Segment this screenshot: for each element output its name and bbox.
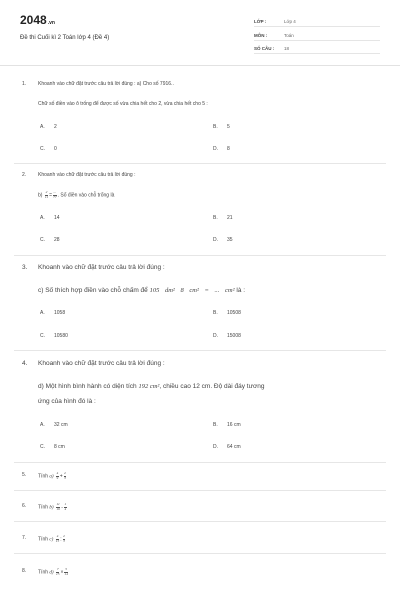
question-text: Khoanh vào chữ đặt trước câu trả lời đúng : (38, 172, 136, 178)
meta-value: 18 (284, 46, 290, 51)
option-b[interactable] (213, 310, 241, 316)
fraction: $\frac{2}{11}$ (44, 190, 49, 199)
option-letter: C. (40, 444, 45, 450)
sub-prefix: c) Số thích hợp điền vào chỗ chấm để (38, 287, 148, 294)
question-text: Khoanh vào chữ đặt trước câu trả lời đúng : a) Cho số 7916.. (38, 81, 174, 87)
question-number: 4. (22, 360, 28, 367)
option-b[interactable] (213, 124, 230, 130)
option-letter: A. (40, 215, 45, 221)
option-value: 32 cm (54, 422, 68, 428)
question-number: 2. (22, 172, 27, 178)
question-number: 8. (22, 568, 27, 574)
fraction: $\frac{7}{15}$ (55, 567, 60, 576)
option-b[interactable] (213, 215, 233, 221)
meta-label: SỐ CÂU : (254, 46, 275, 51)
option-letter: B. (213, 310, 218, 316)
option-d[interactable] (213, 237, 233, 243)
fraction: $\frac{2}{3}$ (64, 471, 66, 480)
option-c[interactable] (40, 333, 68, 339)
option-value: 2 (54, 124, 57, 130)
sub-rest: . Số điền vào chỗ trống là (57, 192, 115, 199)
fraction: $\frac{...}{77}$ (53, 190, 57, 199)
sub-prefix: b) (38, 192, 43, 199)
logo-suffix: .vn (47, 20, 55, 26)
question-number: 7. (22, 535, 27, 541)
sub-rest: là : (236, 287, 246, 294)
meta-value: Toán (284, 33, 294, 38)
divider (14, 255, 386, 256)
math-expression: 192 cm² (138, 383, 160, 390)
question-text: Tính d) $\frac{7}{15}$ × $\frac{5}{14}$ (38, 567, 68, 576)
divider (14, 462, 386, 463)
option-letter: D. (213, 146, 218, 152)
option-letter: B. (213, 124, 218, 130)
option-letter: A. (40, 422, 45, 428)
question-text: Khoanh vào chữ đặt trước câu trả lời đúng : (38, 360, 165, 367)
option-value: 5 (227, 124, 230, 130)
option-letter: C. (40, 146, 45, 152)
option-letter: C. (40, 333, 45, 339)
fraction: $\frac{1}{4}$ (64, 502, 67, 511)
question-text: Tính a) $\frac{4}{9}$ + $\frac{2}{3}$ (38, 471, 66, 480)
divider (14, 553, 386, 554)
fraction: $\frac{2}{3}$ (63, 534, 65, 543)
question-text: Tính b) $\frac{11}{16}$ - $\frac{1}{4}$ (38, 502, 67, 511)
divider (14, 163, 386, 164)
meta-row-count (254, 44, 380, 54)
option-value: 64 cm (227, 444, 241, 450)
exam-header (0, 0, 400, 66)
fraction: $\frac{4}{9}$ (56, 471, 59, 480)
option-c[interactable] (40, 237, 60, 243)
option-d[interactable] (213, 146, 230, 152)
option-b[interactable] (213, 422, 241, 428)
meta-value: Lớp 4 (284, 19, 296, 24)
option-d[interactable] (213, 444, 241, 450)
option-letter: D. (213, 333, 218, 339)
divider (14, 350, 386, 351)
site-logo[interactable] (20, 13, 55, 27)
option-a[interactable] (40, 310, 65, 316)
meta-row-subject (254, 31, 380, 41)
option-value: 1058 (54, 310, 66, 316)
option-value: 14 (54, 215, 60, 221)
option-letter: B. (213, 215, 218, 221)
option-value: 10580 (54, 333, 68, 339)
sub-rest: , chiều cao 12 cm. Độ dài đáy tương (159, 383, 265, 390)
option-value: 10508 (227, 310, 241, 316)
option-letter: D. (213, 237, 218, 243)
sub-prefix: d) Một hình bình hành có diện tích (38, 383, 137, 390)
question-number: 6. (22, 503, 27, 509)
exam-title: Đề thi Cuối kì 2 Toán lớp 4 (Đề 4) (20, 35, 110, 41)
question-subtext (38, 287, 245, 294)
option-letter: D. (213, 444, 218, 450)
equals-sign: = (49, 192, 53, 199)
option-a[interactable] (40, 422, 68, 428)
option-letter: C. (40, 237, 45, 243)
option-value: 16 cm (227, 422, 241, 428)
option-value: 15008 (227, 333, 241, 339)
option-value: 0 (54, 146, 57, 152)
option-a[interactable] (40, 124, 57, 130)
option-c[interactable] (40, 146, 57, 152)
option-value: 8 cm (54, 444, 65, 450)
question-subtext (38, 191, 114, 199)
question-subtext (38, 383, 264, 390)
option-value: 21 (227, 215, 233, 221)
question-text: Tính c) $\frac{4}{15}$ : $\frac{2}{3}$ (38, 534, 65, 543)
option-letter: B. (213, 422, 218, 428)
option-a[interactable] (40, 215, 60, 221)
option-d[interactable] (213, 333, 241, 339)
option-letter: A. (40, 124, 45, 130)
option-value: 28 (54, 237, 60, 243)
question-subtext: Chữ số điền vào ô trống để được số vừa chia hết cho 2, vừa chia hết cho 5 : (38, 101, 208, 107)
fraction: $\frac{11}{16}$ (56, 502, 60, 511)
question-number: 3. (22, 264, 28, 271)
option-c[interactable] (40, 444, 65, 450)
question-text: Khoanh vào chữ đặt trước câu trả lời đúng : (38, 264, 165, 271)
divider (14, 521, 386, 522)
logo-text: 2048 (20, 13, 47, 27)
question-subtext: ứng của hình đó là : (38, 398, 96, 405)
option-letter: A. (40, 310, 45, 316)
fraction: $\frac{5}{14}$ (64, 567, 68, 576)
divider (14, 490, 386, 491)
question-number: 1. (22, 81, 27, 87)
meta-label: LỚP : (254, 19, 267, 24)
meta-label: MÔN : (254, 33, 268, 38)
math-expression: 105 dm² 8 cm² = ... cm² (149, 287, 235, 294)
question-number: 5. (22, 472, 27, 478)
option-value: 8 (227, 146, 230, 152)
meta-row-class (254, 17, 380, 27)
fraction: $\frac{4}{15}$ (55, 534, 60, 543)
option-value: 35 (227, 237, 233, 243)
